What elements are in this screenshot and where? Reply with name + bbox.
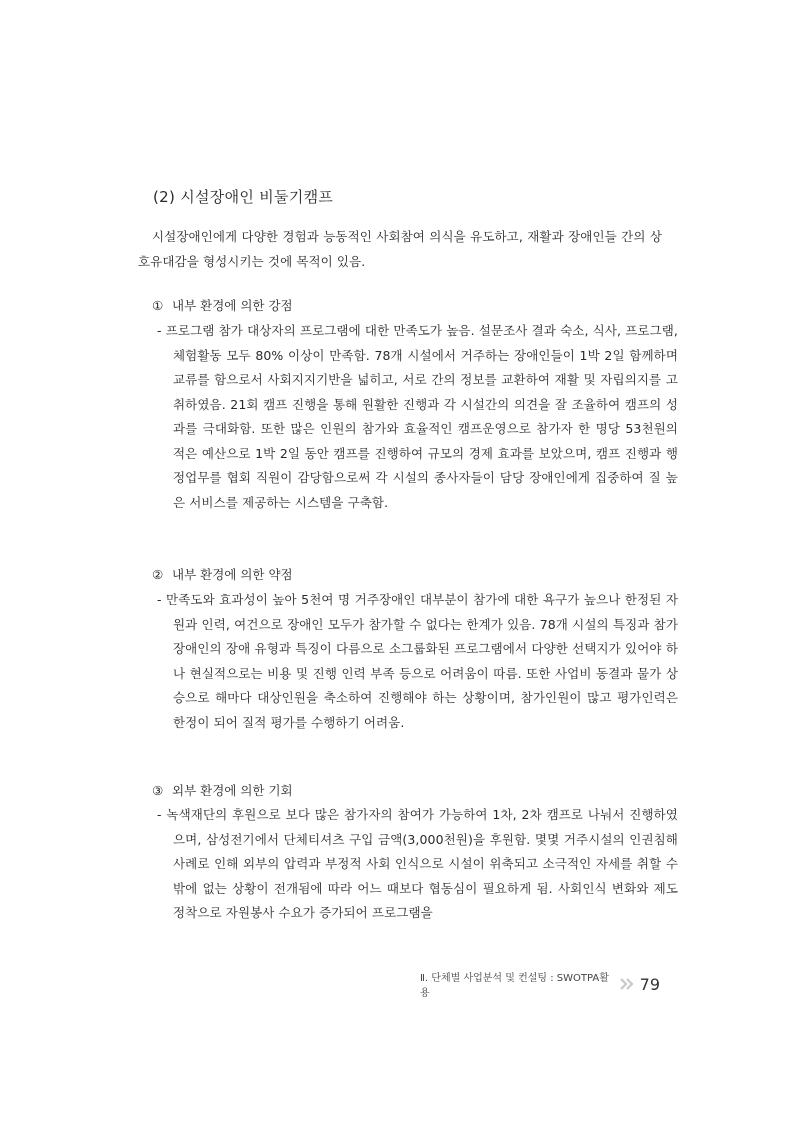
section-title: (2) 시설장애인 비둘기캠프 [153,188,334,206]
subsection-heading-text: 내부 환경에 의한 약점 [172,567,293,582]
double-chevron-right-icon [620,978,634,990]
subsection-number: ② [152,567,164,582]
subsection-heading-strengths [152,296,293,314]
page-number: 79 [639,974,660,994]
subsection-body-strengths: - 프로그램 참가 대상자의 프로그램에 대한 만족도가 높음. 설문조사 결과 숙소, 식사, 프로그램, 체험활동 모두 80% 이상이 만족함. 78개 시설에서 거주하는 장애인들이 1박 2일 함께하며 교류를 함으로서 사회지지기반을 넓히고, 서로 간의 정보를 교환하여 재활 및 자립의지를 고취하였음. 21회 캠프 진행을 통해 원활한 진행과 각 시설간의 의견을 잘 조율하여 캠프의 성과를 극대화함. 또한 많은 인원의 참가와 효율적인 캠프운영으로 참가자 한 명당 53천원의 적은 예산으로 1박 2일 동안 캠프를 진행하여 규모의 경제 효과를 보았으며, 캠프 진행과 행정업무를 협회 직원이 감당함으로써 각 시설의 종사자들이 담당 장애인에게 집중하여 질 높은 서비스를 제공하는 시스템을 구축함. [157,323,678,510]
footer-chapter-title: Ⅱ. 단체별 사업분석 및 컨설팅 : SWOTPA활용 [420,973,609,999]
subsection-body-opportunities: - 녹색재단의 후원으로 보다 많은 참가자의 참여가 가능하여 1차, 2차 캠프로 나눠서 진행하였으며, 삼성전기에서 단체티셔츠 구입 금액(3,000천원)을 후원함. 몇몇 거주시설의 인권침해사례로 인해 외부의 압력과 부정적 사회 인식으로 시설이 위축되고 소극적인 자세를 취할 수밖에 없는 상황이 전개됨에 따라 어느 때보다 협동심이 필요하게 됨. 사회인식 변화와 제도 정착으로 자원봉사 수요가 증가되어 프로그램을 [157,807,678,920]
subsection-heading-opportunities [152,781,293,799]
page-footer [420,973,660,999]
subsection-heading-text: 외부 환경에 의한 기회 [172,783,293,798]
subsection-number: ③ [152,783,164,798]
subsection-heading-weaknesses [152,565,293,583]
subsection-number: ① [152,298,164,313]
subsection-body-weaknesses: - 만족도와 효과성이 높아 5천여 명 거주장애인 대부분이 참가에 대한 욕구가 높으나 한정된 자원과 인력, 여건으로 장애인 모두가 참가할 수 없다는 한계가 있음. 78개 시설의 특징과 참가 장애인의 장애 유형과 특징이 다름으로 소그룹화된 프로그램에서 다양한 선택지가 있어야 하나 현실적으로는 비용 및 진행 인력 부족 등으로 어려움이 따름. 또한 사업비 동결과 물가 상승으로 해마다 대상인원을 축소하여 진행해야 하는 상황이며, 참가인원이 많고 평가인력은 한정이 되어 질적 평가를 수행하기 어려움. [157,592,678,730]
subsection-heading-text: 내부 환경에 의한 강점 [172,298,293,313]
section-intro: 시설장애인에게 다양한 경험과 능동적인 사회참여 의식을 유도하고, 재활과 장애인들 간의 상호유대감을 형성시키는 것에 목적이 있음. [138,229,662,269]
